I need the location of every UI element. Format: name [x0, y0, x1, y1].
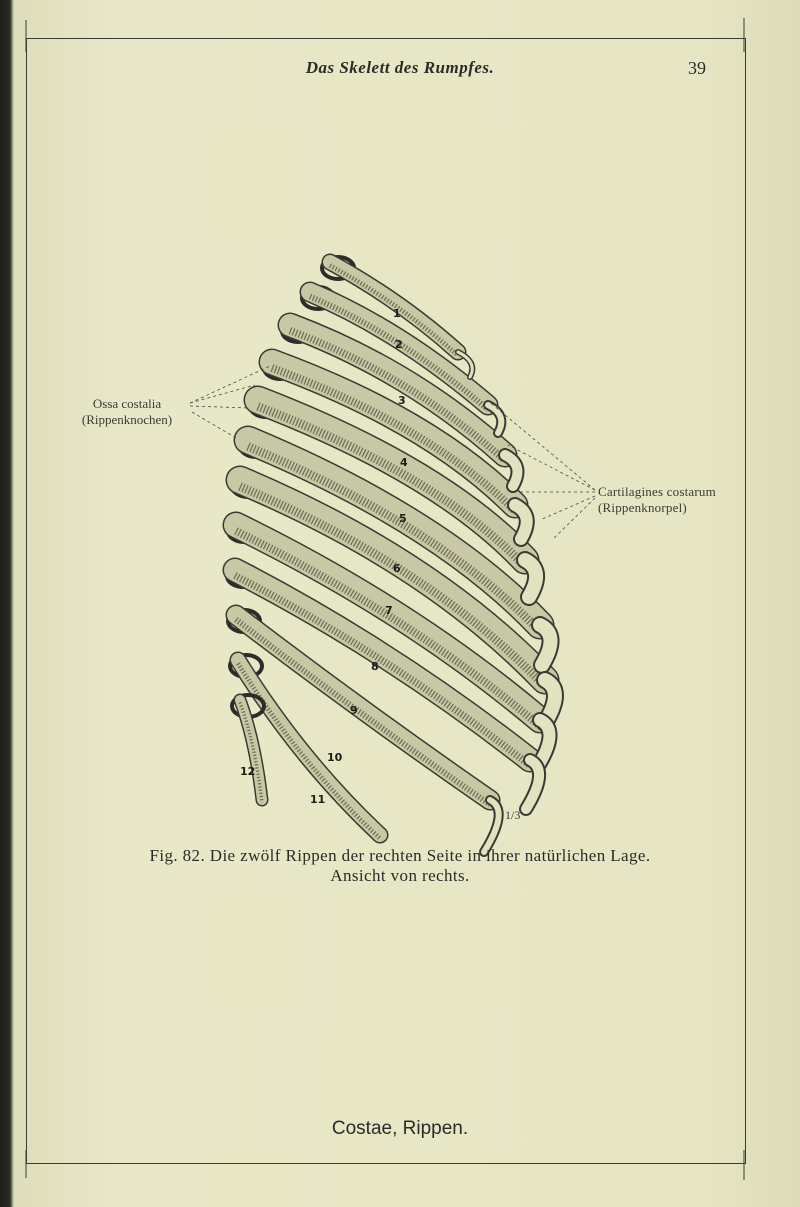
cartilagines-label — [598, 484, 748, 516]
rib-number-11: 11 — [310, 793, 326, 806]
rib-number-6: 6 — [393, 562, 401, 575]
page-number: 39 — [688, 58, 706, 78]
rib-number-9: 9 — [350, 704, 358, 717]
rib-number-12: 12 — [240, 765, 256, 778]
figure-caption-view: Ansicht von rechts. — [330, 866, 470, 885]
label-right-line1: Cartilagines costarum — [598, 484, 716, 499]
rib-number-3: 3 — [398, 394, 406, 407]
rib-number-4: 4 — [400, 456, 408, 469]
plate-title: Costae, Rippen. — [331, 1118, 469, 1139]
ossa-costalia-label — [62, 396, 192, 428]
costal-cartilage-fill-5 — [525, 560, 536, 597]
running-head: Das Skelett des Rumpfes. — [305, 58, 495, 77]
rib-number-2: 2 — [395, 338, 403, 351]
rib-group — [227, 257, 545, 839]
rib-number-10: 10 — [327, 751, 343, 764]
label-left-line2: (Rippenknochen) — [81, 412, 173, 427]
label-left-line1: Ossa costalia — [92, 396, 162, 411]
label-right-line2: (Rippenknorpel) — [598, 500, 687, 515]
scale-label: 1/3 — [505, 808, 521, 822]
rib-number-8: 8 — [371, 660, 379, 673]
rib-number-7: 7 — [385, 604, 393, 617]
figure-caption: Fig. 82. Die zwölf Rippen der rechten Seite in ihrer natürlichen Lage. — [149, 846, 651, 865]
rib-number-5: 5 — [399, 512, 407, 525]
rib-number-1: 1 — [393, 307, 401, 320]
